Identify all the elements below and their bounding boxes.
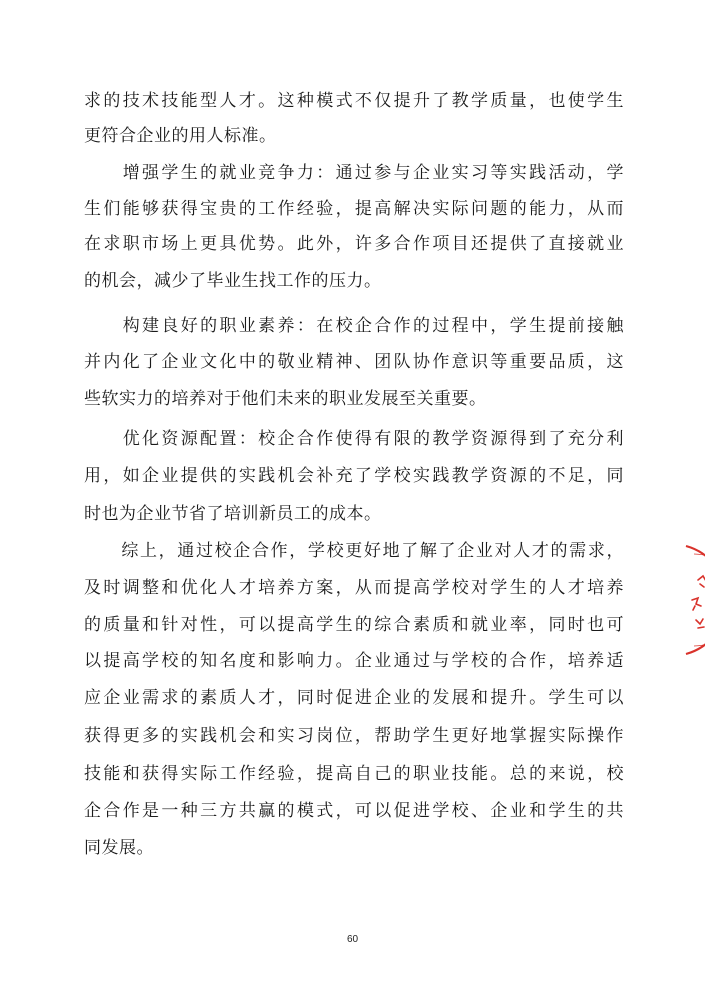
text-line: 综上，通过校企合作，学校更好地了解了企业对人才的需求， (84, 541, 624, 561)
text-line: 生们能够获得宝贵的工作经验，提高解决实际问题的能力，从而 (84, 199, 624, 219)
text-line: 以提高学校的知名度和影响力。企业通过与学校的合作，培养适 (84, 651, 624, 671)
text-line: 求的技术技能型人才。这种模式不仅提升了教学质量，也使学生 (84, 91, 624, 111)
text-line: 技能和获得实际工作经验，提高自己的职业技能。总的来说，校 (84, 764, 624, 784)
text-line: 优化资源配置：校企合作使得有限的教学资源得到了充分利 (84, 429, 624, 449)
text-line: 些软实力的培养对于他们未来的职业发展至关重要。 (84, 389, 487, 409)
text-line: 用，如企业提供的实践机会补充了学校实践教学资源的不足，同 (84, 466, 624, 486)
text-line: 的机会，减少了毕业生找工作的压力。 (84, 271, 382, 291)
page-number: 60 (346, 934, 359, 945)
text-line: 企合作是一种三方共赢的模式，可以促进学校、企业和学生的共 (84, 801, 624, 821)
text-line: 构建良好的职业素养：在校企合作的过程中，学生提前接触 (84, 316, 624, 336)
text-line: 获得更多的实践机会和实习岗位，帮助学生更好地掌握实际操作 (84, 726, 624, 746)
text-line: 时也为企业节省了培训新员工的成本。 (84, 504, 382, 524)
text-line: 的质量和针对性，可以提高学生的综合素质和就业率，同时也可 (84, 615, 624, 635)
text-line: 同发展。 (84, 838, 154, 858)
text-line: 并内化了企业文化中的敬业精神、团队协作意识等重要品质，这 (84, 352, 624, 372)
text-line: 及时调整和优化人才培养方案，从而提高学校对学生的人才培养 (84, 578, 624, 598)
text-line: 应企业需求的素质人才，同时促进企业的发展和提升。学生可以 (84, 688, 624, 708)
text-line: 在求职市场上更具优势。此外，许多合作项目还提供了直接就业 (84, 234, 624, 254)
text-line: 更符合企业的用人标准。 (84, 126, 277, 146)
text-line: 增强学生的就业竞争力：通过参与企业实习等实践活动，学 (84, 163, 624, 183)
seal-stamp-icon (680, 540, 705, 660)
